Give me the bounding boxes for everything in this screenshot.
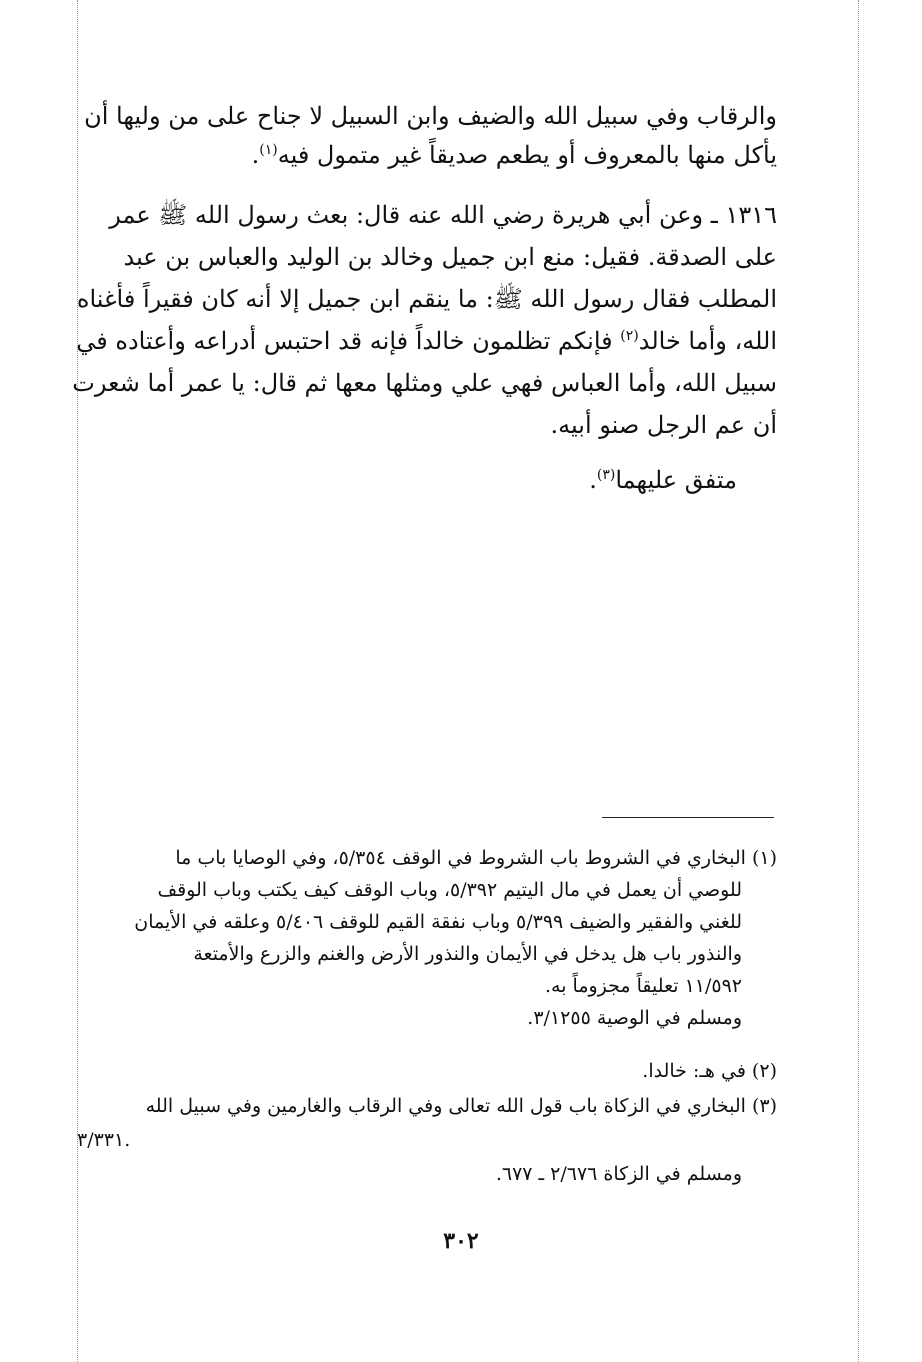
footnote-ref-2: (٢) <box>620 328 639 344</box>
body-line-7: سبيل الله، وأما العباس فهي علي ومثلها معها ثم قال: يا عمر أما شعرت <box>72 369 777 397</box>
body-line-5: المطلب فقال رسول الله ﷺ: ما ينقم ابن جميل إلا أنه كان فقيراً فأغناه <box>76 285 777 313</box>
body-line-6-text: الله، وأما خالد <box>638 327 777 355</box>
footnote-line: ومسلم في الوصية ٣/١٢٥٥. <box>527 1007 742 1029</box>
footnote-line: والنذور باب هل يدخل في الأيمان والنذور الأرض والغنم والزرع والأمتعة <box>193 943 742 965</box>
agreed-upon-text: متفق عليهما <box>615 466 737 494</box>
scan-guide-line <box>858 0 859 1362</box>
body-line-3: ١٣١٦ ـ وعن أبي هريرة رضي الله عنه قال: بعث رسول الله ﷺ عمر <box>109 201 777 229</box>
footnote-line: ٣/٣٣١. <box>77 1129 131 1151</box>
footnote-line: (٣) البخاري في الزكاة باب قول الله تعالى وفي الرقاب والغارمين وفي سبيل الله <box>145 1095 777 1117</box>
footnote-line: للوصي أن يعمل في مال اليتيم ٥/٣٩٢، وباب الوقف كيف يكتب وباب الوقف <box>157 879 742 901</box>
scan-guide-line <box>77 0 78 1362</box>
footnote-separator <box>602 817 774 818</box>
footnote-line: (١) البخاري في الشروط باب الشروط في الوقف ٥/٣٥٤، وفي الوصايا باب ما <box>175 847 777 869</box>
body-line-2 <box>87 141 777 169</box>
body-line-6 <box>76 327 777 355</box>
footnote-ref-3: (٣) <box>596 467 616 483</box>
body-line-9 <box>87 466 737 494</box>
footnote-line: ومسلم في الزكاة ٢/٦٧٦ ـ ٦٧٧. <box>495 1163 742 1185</box>
body-line-4: على الصدقة. فقيل: منع ابن جميل وخالد بن الوليد والعباس بن عبد <box>123 243 777 271</box>
footnote-line: ١١/٥٩٢ تعليقاً مجزوماً به. <box>544 975 742 997</box>
body-line-1: والرقاب وفي سبيل الله والضيف وابن السبيل لا جناح على من وليها أن <box>84 102 777 130</box>
period: . <box>251 141 260 169</box>
period: . <box>589 466 597 494</box>
footnote-line: (٢) في هـ: خالدا. <box>642 1060 777 1082</box>
footnote-ref-1: (١) <box>259 142 278 158</box>
body-line-2-text: يأكل منها بالمعروف أو يطعم صديقاً غير متمول فيه <box>277 141 777 169</box>
body-line-6-rest: فإنكم تظلمون خالداً فإنه قد احتبس أدراعه وأعتاده في <box>76 327 621 355</box>
footnote-line: للغني والفقير والضيف ٥/٣٩٩ وباب نفقة القيم للوقف ٥/٤٠٦ وعلقه في الأيمان <box>134 911 742 933</box>
body-line-8: أن عم الرجل صنو أبيه. <box>550 411 777 439</box>
page-number: ٣٠٢ <box>443 1228 479 1254</box>
